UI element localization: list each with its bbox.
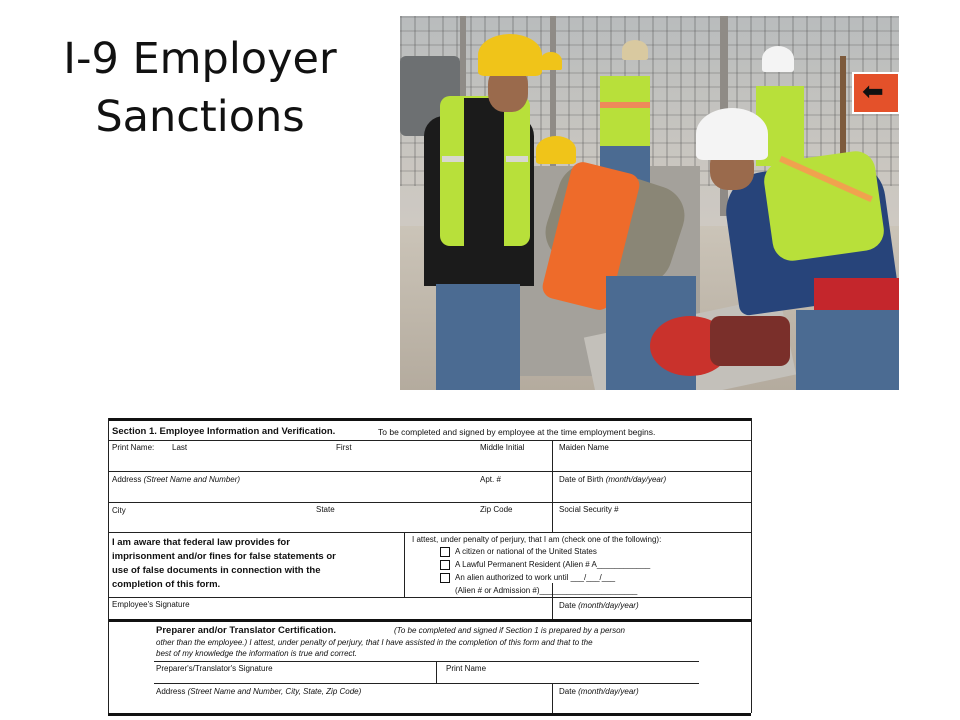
rule [108,418,751,421]
detour-arrow-sign-icon [852,72,899,114]
city-label: City [112,506,126,515]
preparer-address-hint: (Street Name and Number, City, State, Zip Code) [187,687,362,696]
saw-body [710,316,790,366]
employee-date-label [559,601,639,611]
address-hint: (Street Name and Number) [143,475,241,484]
jeans [796,310,899,390]
rule [552,440,553,532]
rule [108,440,751,441]
preparer-heading: Preparer and/or Translator Certification. [156,625,337,636]
rule [108,532,751,533]
preparer-instruction-c: best of my knowledge the information is true and correct. [156,649,357,658]
address-label-text: Address [112,475,142,484]
rule [108,597,751,598]
dob-hint: (month/day/year) [605,475,667,484]
rule [751,418,752,713]
alien-authorized-checkbox[interactable] [440,573,450,583]
rule [154,661,699,662]
rule [108,713,751,716]
apt-label: Apt. # [480,475,501,484]
preparer-date-text: Date [559,687,576,696]
rule [436,661,437,683]
rule [404,532,405,597]
hard-hat-icon [536,136,576,164]
jeans [436,284,520,390]
preparer-instruction-b: other than the employee.) I attest, under penalty of perjury, that I have assisted in the completion of this form and that to the [156,638,593,647]
preparer-date-hint: (month/day/year) [578,687,639,696]
address-label [112,475,240,485]
rule [108,619,751,622]
section1-instruction: To be completed and signed by employee at the time employment begins. [378,427,656,437]
attest-intro: I attest, under penalty of perjury, that I am (check one of the following): [412,535,662,544]
permanent-resident-option: A Lawful Permanent Resident (Alien # A____________ [455,560,651,569]
rule [552,683,553,713]
zip-label: Zip Code [480,505,513,514]
safety-vest-icon [762,149,887,264]
preparer-address-text: Address [156,687,186,696]
employee-date-hint: (month/day/year) [578,601,639,610]
section1-heading: Section 1. Employee Information and Verification. [112,426,336,437]
preparer-address-label [156,687,361,697]
hard-hat-icon [478,34,542,76]
dob-label-text: Date of Birth [559,475,604,484]
shirt-center [464,98,504,248]
i9-form-section1 [96,413,761,718]
reflective-stripe [506,156,528,162]
dob-label [559,475,666,485]
alien-authorized-option: An alien authorized to work until ___/___/___ [455,573,616,582]
print-name-label: Print Name: [112,443,155,452]
ssn-label: Social Security # [559,505,619,514]
state-label: State [316,505,335,514]
hard-hat-icon [762,46,794,72]
preparer-signature-label: Preparer's/Translator's Signature [156,664,273,673]
preparer-instruction-a: (To be completed and signed if Section 1 is prepared by a person [394,626,625,635]
rule [108,471,751,472]
hard-hat-icon [696,108,768,160]
middle-initial-label: Middle Initial [480,443,525,452]
alien-number-line: (Alien # or Admission #)______________________ [455,586,638,595]
last-name-label: Last [172,443,188,452]
permanent-resident-checkbox[interactable] [440,560,450,570]
warning-line-2: imprisonment and/or fines for false statements or [112,551,336,562]
warning-line-4: completion of this form. [112,579,221,590]
citizen-option: A citizen or national of the United States [455,547,597,556]
rule [108,502,751,503]
maiden-name-label: Maiden Name [559,443,609,452]
rule [108,418,109,713]
employee-date-text: Date [559,601,576,610]
warning-line-3: use of false documents in connection with the [112,565,321,576]
hard-hat-icon [622,40,648,60]
hard-hat-icon [540,52,562,70]
preparer-print-name-label: Print Name [446,664,487,673]
first-name-label: First [336,443,352,452]
employee-signature-label: Employee's Signature [112,600,190,609]
preparer-date-label [559,687,639,697]
reflective-stripe [442,156,464,162]
rule [154,683,699,684]
vest-stripe [600,102,650,108]
warning-line-1: I am aware that federal law provides for [112,537,290,548]
construction-workers-photo [400,16,899,390]
citizen-checkbox[interactable] [440,547,450,557]
safety-vest-icon [600,76,650,146]
slide-title: I-9 Employer Sanctions [63,34,337,142]
